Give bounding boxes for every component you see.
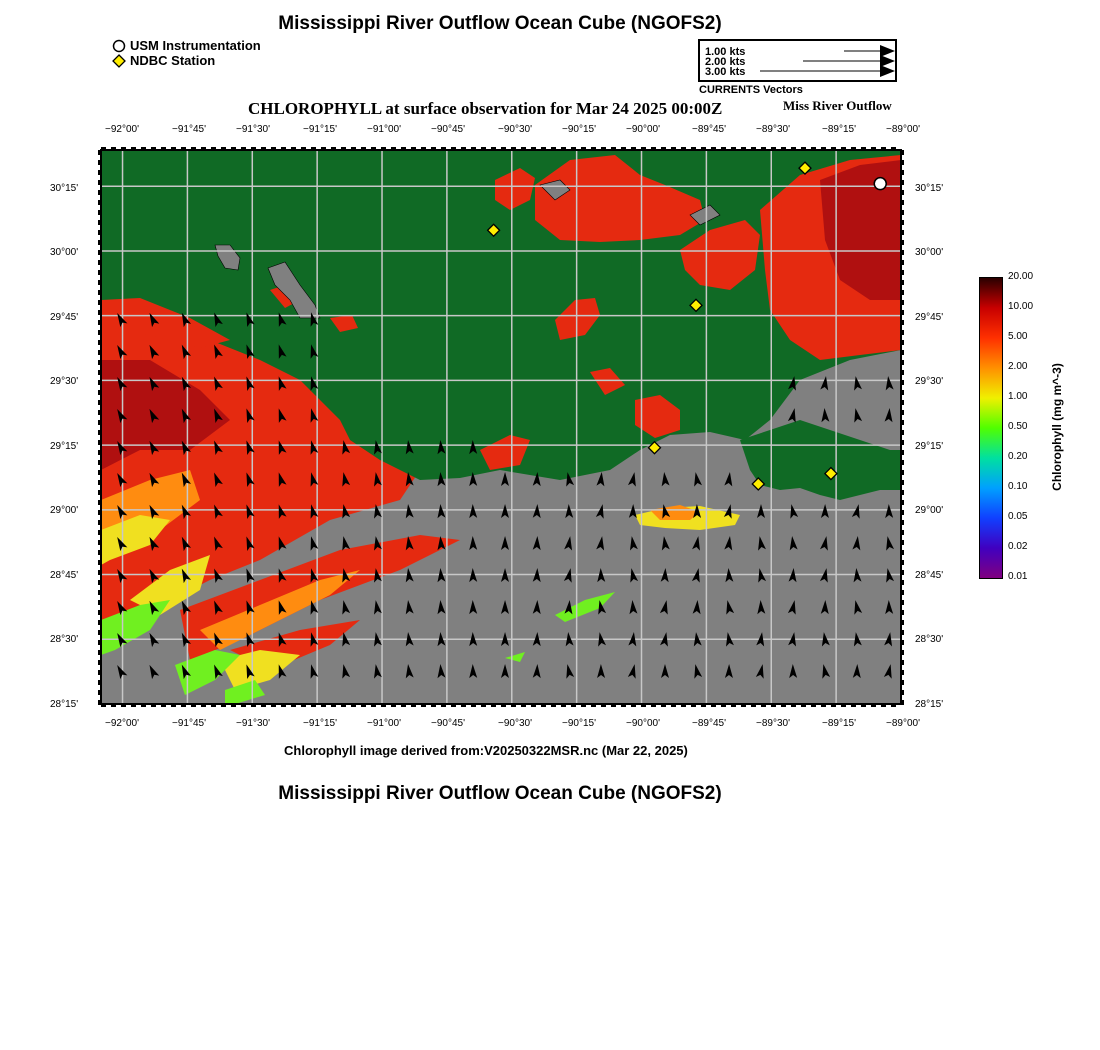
- footer-title: Mississippi River Outflow Ocean Cube (NGOFS2): [278, 783, 722, 804]
- frame-tick: [411, 147, 416, 151]
- frame-tick: [551, 703, 556, 707]
- frame-tick: [391, 147, 396, 151]
- frame-tick: [651, 703, 656, 707]
- lon-tick-label: −92°00': [105, 718, 139, 729]
- frame-tick: [791, 703, 796, 707]
- frame-tick: [900, 510, 904, 515]
- frame-tick: [191, 703, 196, 707]
- frame-tick: [701, 703, 706, 707]
- frame-tick: [900, 290, 904, 295]
- frame-tick: [900, 350, 904, 355]
- frame-tick: [521, 703, 526, 707]
- frame-tick: [900, 220, 904, 225]
- frame-tick: [561, 147, 566, 151]
- frame-tick: [451, 147, 456, 151]
- frame-tick: [411, 703, 416, 707]
- frame-tick: [321, 147, 326, 151]
- lon-tick-label: −90°45': [431, 124, 465, 135]
- frame-tick: [721, 703, 726, 707]
- frame-tick: [821, 147, 826, 151]
- lat-tick-label: 30°00': [915, 247, 944, 258]
- legend-label-usm: USM Instrumentation: [130, 38, 261, 53]
- frame-tick: [711, 703, 716, 707]
- colorbar: [978, 271, 1098, 582]
- frame-tick: [501, 147, 506, 151]
- frame-tick: [900, 650, 904, 655]
- frame-tick: [181, 703, 186, 707]
- frame-tick: [900, 540, 904, 545]
- frame-tick: [421, 703, 426, 707]
- frame-tick: [401, 147, 406, 151]
- frame-tick: [751, 147, 756, 151]
- frame-tick: [221, 703, 226, 707]
- frame-tick: [900, 300, 904, 305]
- frame-tick: [731, 147, 736, 151]
- lat-tick-label: 29°15': [50, 441, 79, 452]
- lon-tick-label: −89°30': [756, 718, 790, 729]
- frame-tick: [900, 500, 904, 505]
- colorbar-tick-label: 10.00: [1008, 301, 1034, 312]
- frame-tick: [900, 180, 904, 185]
- frame-tick: [231, 147, 236, 151]
- frame-tick: [371, 147, 376, 151]
- frame-tick: [861, 703, 866, 707]
- colorbar-tick-label: 0.10: [1008, 481, 1028, 492]
- frame-tick: [181, 147, 186, 151]
- frame-tick: [900, 190, 904, 195]
- frame-tick: [721, 147, 726, 151]
- frame-tick: [481, 703, 486, 707]
- lat-tick-label: 28°15': [50, 699, 79, 710]
- frame-tick: [381, 703, 386, 707]
- frame-tick: [651, 147, 656, 151]
- frame-tick: [791, 147, 796, 151]
- frame-tick: [231, 703, 236, 707]
- vector-legend-label-3: 3.00 kts: [705, 66, 746, 78]
- lon-tick-label: −91°45': [172, 718, 206, 729]
- lon-tick-label: −89°45': [692, 124, 726, 135]
- frame-tick: [461, 147, 466, 151]
- frame-tick: [591, 147, 596, 151]
- frame-tick: [841, 147, 846, 151]
- lon-tick-label: −89°30': [756, 124, 790, 135]
- frame-tick: [381, 147, 386, 151]
- frame-tick: [111, 147, 116, 151]
- frame-tick: [900, 360, 904, 365]
- colorbar-tick-label: 0.02: [1008, 541, 1028, 552]
- lat-tick-label: 29°30': [50, 376, 79, 387]
- frame-tick: [131, 703, 136, 707]
- lat-tick-label: 28°15': [915, 699, 944, 710]
- colorbar-tick-label: 0.50: [1008, 421, 1028, 432]
- frame-tick: [900, 420, 904, 425]
- colorbar-tick-label: 5.00: [1008, 331, 1028, 342]
- colorbar-tick-label: 2.00: [1008, 361, 1028, 372]
- frame-tick: [161, 703, 166, 707]
- frame-tick: [881, 147, 886, 151]
- frame-tick: [291, 147, 296, 151]
- frame-tick: [201, 703, 206, 707]
- lat-ticks-left: [50, 0, 100, 760]
- frame-tick: [471, 147, 476, 151]
- frame-tick: [621, 147, 626, 151]
- frame-tick: [151, 703, 156, 707]
- vector-legend-caption: CURRENTS Vectors: [699, 84, 803, 96]
- map-title: CHLOROPHYLL at surface observation for Mar 24 2025 00:00Z: [248, 99, 723, 118]
- lon-tick-label: −89°45': [692, 718, 726, 729]
- frame-tick: [781, 147, 786, 151]
- lon-tick-label: −91°00': [367, 124, 401, 135]
- usm-station-marker[interactable]: [874, 178, 886, 190]
- frame-tick: [621, 703, 626, 707]
- frame-tick: [571, 703, 576, 707]
- frame-tick: [900, 570, 904, 575]
- frame-tick: [900, 690, 904, 695]
- frame-tick: [451, 703, 456, 707]
- frame-tick: [241, 147, 246, 151]
- frame-tick: [541, 703, 546, 707]
- frame-tick: [341, 703, 346, 707]
- frame-tick: [900, 480, 904, 485]
- frame-tick: [121, 147, 126, 151]
- colorbar-title: Chlorophyll (mg m^-3): [1050, 363, 1064, 491]
- frame-tick: [501, 703, 506, 707]
- frame-tick: [761, 147, 766, 151]
- frame-tick: [851, 147, 856, 151]
- frame-tick: [201, 147, 206, 151]
- frame-tick: [171, 147, 176, 151]
- frame-tick: [371, 703, 376, 707]
- frame-tick: [741, 147, 746, 151]
- frame-tick: [900, 370, 904, 375]
- frame-tick: [741, 703, 746, 707]
- frame-tick: [581, 147, 586, 151]
- frame-tick: [801, 147, 806, 151]
- lat-tick-label: 29°45': [915, 312, 944, 323]
- frame-tick: [301, 703, 306, 707]
- legend-label-ndbc: NDBC Station: [130, 53, 216, 68]
- lon-tick-label: −92°00': [105, 124, 139, 135]
- colorbar-swatches: [979, 277, 1003, 579]
- frame-tick: [881, 703, 886, 707]
- frame-tick: [671, 703, 676, 707]
- frame-tick: [461, 703, 466, 707]
- frame-tick: [511, 147, 516, 151]
- frame-tick: [900, 230, 904, 235]
- colorbar-tick-label: 1.00: [1008, 391, 1028, 402]
- frame-tick: [251, 147, 256, 151]
- frame-tick: [271, 703, 276, 707]
- lat-tick-label: 29°15': [915, 441, 944, 452]
- lon-tick-label: −89°15': [822, 718, 856, 729]
- frame-tick: [900, 660, 904, 665]
- lat-tick-label: 28°30': [50, 634, 79, 645]
- lon-tick-label: −91°15': [303, 124, 337, 135]
- lon-tick-label: −90°00': [626, 718, 660, 729]
- frame-tick: [900, 620, 904, 625]
- frame-tick: [611, 703, 616, 707]
- lon-tick-label: −89°15': [822, 124, 856, 135]
- frame-tick: [900, 310, 904, 315]
- frame-tick: [311, 147, 316, 151]
- lon-tick-label: −89°00': [886, 124, 920, 135]
- frame-tick: [900, 170, 904, 175]
- frame-tick: [900, 440, 904, 445]
- frame-tick: [491, 147, 496, 151]
- frame-tick: [900, 210, 904, 215]
- frame-tick: [831, 147, 836, 151]
- frame-tick: [900, 400, 904, 405]
- frame-tick: [861, 147, 866, 151]
- frame-tick: [661, 147, 666, 151]
- frame-tick: [781, 703, 786, 707]
- frame-tick: [581, 703, 586, 707]
- lon-tick-label: −90°00': [626, 124, 660, 135]
- frame-tick: [511, 703, 516, 707]
- frame-tick: [331, 147, 336, 151]
- lon-tick-label: −90°45': [431, 718, 465, 729]
- frame-tick: [671, 147, 676, 151]
- frame-tick: [900, 380, 904, 385]
- frame-tick: [601, 703, 606, 707]
- frame-tick: [431, 703, 436, 707]
- frame-tick: [900, 410, 904, 415]
- source-note: Chlorophyll image derived from:V20250322MSR.nc (Mar 22, 2025): [284, 743, 688, 758]
- frame-tick: [351, 147, 356, 151]
- frame-tick: [481, 147, 486, 151]
- lon-tick-label: −90°15': [562, 124, 596, 135]
- lat-tick-label: 29°30': [915, 376, 944, 387]
- lon-tick-label: −90°30': [498, 718, 532, 729]
- frame-tick: [441, 147, 446, 151]
- frame-tick: [900, 430, 904, 435]
- frame-tick: [691, 147, 696, 151]
- page-title: Mississippi River Outflow Ocean Cube (NGOFS2): [278, 13, 722, 34]
- lon-tick-label: −91°30': [236, 718, 270, 729]
- frame-tick: [691, 703, 696, 707]
- frame-tick: [611, 147, 616, 151]
- frame-tick: [900, 260, 904, 265]
- frame-tick: [811, 703, 816, 707]
- frame-tick: [361, 703, 366, 707]
- frame-tick: [401, 703, 406, 707]
- frame-tick: [900, 670, 904, 675]
- frame-tick: [900, 240, 904, 245]
- frame-tick: [851, 703, 856, 707]
- frame-tick: [171, 703, 176, 707]
- frame-tick: [661, 703, 666, 707]
- frame-tick: [900, 580, 904, 585]
- frame-tick: [351, 703, 356, 707]
- frame-tick: [331, 703, 336, 707]
- frame-tick: [531, 703, 536, 707]
- lon-tick-label: −89°00': [886, 718, 920, 729]
- frame-tick: [900, 160, 904, 165]
- frame-tick: [900, 600, 904, 605]
- frame-tick: [261, 703, 266, 707]
- frame-tick: [831, 703, 836, 707]
- frame-tick: [900, 280, 904, 285]
- frame-tick: [900, 640, 904, 645]
- frame-tick: [761, 703, 766, 707]
- frame-tick: [121, 703, 126, 707]
- frame-tick: [281, 147, 286, 151]
- colorbar-tick-label: 0.05: [1008, 511, 1028, 522]
- frame-tick: [900, 490, 904, 495]
- frame-tick: [900, 330, 904, 335]
- lon-tick-label: −91°15': [303, 718, 337, 729]
- frame-tick: [291, 703, 296, 707]
- frame-tick: [541, 147, 546, 151]
- frame-tick: [900, 560, 904, 565]
- frame-tick: [281, 703, 286, 707]
- frame-tick: [471, 703, 476, 707]
- frame-tick: [900, 340, 904, 345]
- frame-tick: [900, 610, 904, 615]
- frame-tick: [900, 390, 904, 395]
- frame-tick: [900, 630, 904, 635]
- frame-tick: [271, 147, 276, 151]
- lat-tick-label: 30°00': [50, 247, 79, 258]
- lat-tick-label: 28°45': [915, 570, 944, 581]
- lon-tick-label: −90°30': [498, 124, 532, 135]
- frame-tick: [141, 147, 146, 151]
- frame-tick: [561, 703, 566, 707]
- frame-tick: [811, 147, 816, 151]
- frame-tick: [211, 703, 216, 707]
- frame-tick: [211, 147, 216, 151]
- lat-tick-label: 28°45': [50, 570, 79, 581]
- frame-tick: [900, 250, 904, 255]
- frame-tick: [701, 147, 706, 151]
- frame-tick: [131, 147, 136, 151]
- frame-tick: [641, 147, 646, 151]
- frame-tick: [801, 703, 806, 707]
- frame-tick: [361, 147, 366, 151]
- frame-tick: [311, 703, 316, 707]
- frame-tick: [631, 703, 636, 707]
- frame-tick: [891, 147, 896, 151]
- frame-tick: [161, 147, 166, 151]
- frame-tick: [221, 147, 226, 151]
- lat-tick-label: 28°30': [915, 634, 944, 645]
- frame-tick: [731, 703, 736, 707]
- frame-tick: [341, 147, 346, 151]
- frame-tick: [251, 703, 256, 707]
- frame-tick: [900, 470, 904, 475]
- frame-tick: [900, 270, 904, 275]
- frame-tick: [631, 147, 636, 151]
- lat-tick-label: 30°15': [915, 183, 944, 194]
- frame-tick: [900, 550, 904, 555]
- frame-tick: [900, 700, 904, 705]
- frame-tick: [391, 703, 396, 707]
- frame-tick: [601, 147, 606, 151]
- frame-tick: [431, 147, 436, 151]
- frame-tick: [321, 703, 326, 707]
- frame-tick: [900, 590, 904, 595]
- lat-tick-label: 30°15': [50, 183, 79, 194]
- frame-tick: [571, 147, 576, 151]
- frame-tick: [641, 703, 646, 707]
- frame-tick: [900, 320, 904, 325]
- frame-tick: [841, 703, 846, 707]
- frame-tick: [111, 703, 116, 707]
- frame-tick: [681, 147, 686, 151]
- colorbar-tick-label: 20.00: [1008, 271, 1034, 282]
- frame-tick: [591, 703, 596, 707]
- lat-tick-label: 29°45': [50, 312, 79, 323]
- frame-tick: [421, 147, 426, 151]
- frame-tick: [900, 200, 904, 205]
- lon-tick-label: −91°00': [367, 718, 401, 729]
- frame-tick: [900, 460, 904, 465]
- frame-tick: [151, 147, 156, 151]
- frame-tick: [891, 703, 896, 707]
- frame-tick: [491, 703, 496, 707]
- frame-tick: [551, 147, 556, 151]
- frame-tick: [900, 520, 904, 525]
- frame-tick: [900, 450, 904, 455]
- frame-tick: [771, 703, 776, 707]
- region-label: Miss River Outflow: [783, 98, 892, 113]
- frame-tick: [441, 703, 446, 707]
- frame-tick: [141, 703, 146, 707]
- frame-tick: [900, 530, 904, 535]
- colorbar-tick-label: 0.20: [1008, 451, 1028, 462]
- frame-tick: [711, 147, 716, 151]
- frame-tick: [771, 147, 776, 151]
- frame-tick: [261, 147, 266, 151]
- frame-tick: [900, 680, 904, 685]
- frame-tick: [871, 147, 876, 151]
- lon-tick-label: −91°45': [172, 124, 206, 135]
- frame-tick: [531, 147, 536, 151]
- frame-tick: [821, 703, 826, 707]
- lat-tick-label: 29°00': [50, 505, 79, 516]
- lat-ticks-right: [915, 0, 965, 760]
- frame-tick: [241, 703, 246, 707]
- frame-tick: [521, 147, 526, 151]
- frame-tick: [871, 703, 876, 707]
- frame-tick: [191, 147, 196, 151]
- colorbar-tick-label: 0.01: [1008, 571, 1028, 582]
- vector-legend-label-1: 1.00 kts: [705, 46, 746, 58]
- frame-tick: [301, 147, 306, 151]
- lon-tick-label: −91°30': [236, 124, 270, 135]
- lat-tick-label: 29°00': [915, 505, 944, 516]
- lon-tick-label: −90°15': [562, 718, 596, 729]
- frame-tick: [900, 150, 904, 155]
- frame-tick: [681, 703, 686, 707]
- frame-tick: [751, 703, 756, 707]
- vector-legend-label-2: 2.00 kts: [705, 56, 746, 68]
